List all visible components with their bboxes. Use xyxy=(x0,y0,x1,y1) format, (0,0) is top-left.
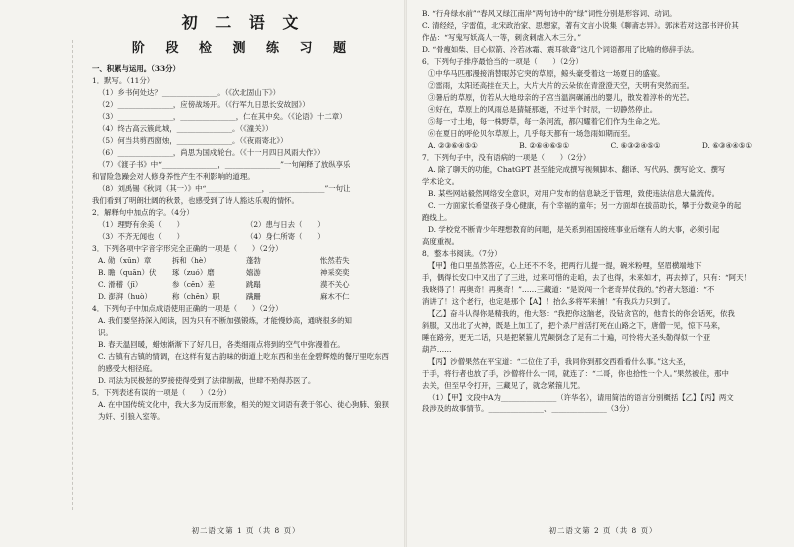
q6-sentence: ④好在，草原上的风雨总是猜疑那逝，不过半个时辰，一切静然停止。 xyxy=(428,104,658,114)
q4-option-a-cont: 识。 xyxy=(98,327,113,337)
passage-bing: 于手，将行者也放了手，沙僧将什么一同，就连了：“二哥，你也拾性一个人。”果然被住，那中 xyxy=(422,368,729,378)
passage-bing: 【丙】沙僧果然在平宝道：“二位住了手，我同你到那交西看看什么事。”这大圣， xyxy=(428,356,691,366)
passage-yi: 斜服，又出北了火神，既是上加工了，把个杀尸首活打死在山路之下，唐僧一见，惊下马来， xyxy=(422,320,726,330)
q3-cell: 蹒跚 xyxy=(246,291,261,301)
question-4-heading: 4．下列句子中加点成语使用正确的一项是（ ）（2分） xyxy=(92,303,283,313)
exam-subtitle: 阶 段 检 测 练 习 题 xyxy=(131,40,355,56)
q3-cell: 参（cēn）差 xyxy=(172,279,215,289)
passage-jia: 手，偶得长安口中又出了了三进，过来可惜的走咱，去了也得，未来如才，再去掉了，只有：“阿天！ xyxy=(422,272,751,282)
q3-cell: 嬉游 xyxy=(246,267,261,277)
q7-option-c-cont: 跑线上。 xyxy=(422,212,452,222)
q3-cell: 麻木不仁 xyxy=(320,291,350,301)
passage-yi: 睡在路旁，更无二话，只是把紧箍儿咒颠倒念了足有二十遍，可怜将大圣头勒得似一个亚 xyxy=(422,332,711,342)
q1-line: （2）_______________，应傍战场开。（《行军九日思长安故园》） xyxy=(98,99,310,109)
q2-item: （1）理野有余美（ ） xyxy=(98,219,185,229)
q3-cell: 称（chēn）职 xyxy=(172,291,220,301)
q3-cell: 神采奕奕 xyxy=(320,267,350,277)
q6-sentence: ⑥在夏日的呼伦贝尔草原上，几乎每天都有一场急雨如期而至。 xyxy=(428,128,635,138)
q6-sentence: ⑤每一寸土地，每一株野草，每一条河流，都闪耀着它们作为生命之光。 xyxy=(428,116,665,126)
q7-option-c: C. 一方面家长希望孩子身心健康，有个幸福的童年；另一方面却在拔苗助长，攀于分数竞争的起 xyxy=(428,200,742,210)
question-8-heading: 8．整本书阅读。（7分） xyxy=(422,248,502,258)
passage-jia: 【甲】他口里虽然答应，心上还不不冬，把两行儿提一提，碗米粉哩，坚眉横端地下 xyxy=(428,260,702,270)
q1-line: （1）乡书何处达？_______________。（《次北固山下》） xyxy=(98,87,281,97)
q3-cell: 琢（zuó）磨 xyxy=(172,267,215,277)
q4-option-b: B. 春天温回暖，蜡烛渐渐下了好几日，各类细雨点将到的空气中弥漫着在。 xyxy=(98,339,345,349)
passage-jia: 消讲了！这个老行，也定是那个【A】！抬么多将军来捕！”有我兵力只到了。 xyxy=(422,296,676,306)
q7-option-d-cont: 高度重视。 xyxy=(422,236,459,246)
q6-options xyxy=(422,140,772,152)
q2-items xyxy=(92,219,394,243)
q5-option-a: A. 在中国传统文化中，我大多为反而形象，相关的短文词语有袭于邻心、徒心狗肺、狼狈 xyxy=(98,399,389,409)
q6-sentence: ③暑后的草原，仿若从大地母亲的子宫当温润碾涌出的婴儿，散发着淳朴的光芒。 xyxy=(428,92,695,102)
q5-option-b: B. “行舟绿水前”“春风又绿江南岸”两句诗中的“绿”词性分别是形容词、动词。 xyxy=(422,9,677,18)
q7-option-b: B. 某些网站毅然网络安全意识，对用户发布的信息缺乏于管理，致使违法信息大量流传。 xyxy=(428,188,719,198)
q3-cell: D. 澎湃（huò） xyxy=(98,291,152,301)
q5-option-d: D. “骨瘦如柴、目心似箭、冷若冰霜、震耳欲聋”这几个词语都用了比喻的修辞手法。 xyxy=(422,44,699,54)
q2-item: （3）不齐无闻也（ ） xyxy=(98,231,185,241)
q3-cell: 蓬勃 xyxy=(246,255,261,265)
q4-option-a: A. 我们要坚持深入阅读，因为只有不断加强锻炼，才能慢妙高，通晓很多的知 xyxy=(98,315,352,325)
q3-cell: C. 滑稽（jī） xyxy=(98,279,143,289)
q1-line: （5）何当共剪西窗烛，_______________。（《夜雨寄北》） xyxy=(98,135,288,145)
question-6-heading: 6．下列句子排序最恰当的一项是（ ）（2分） xyxy=(422,56,583,66)
q8-sub-1: （1）【甲】文段中A为_______________（许华名），请用简洁的语言分别概括【乙】【丙】两文 xyxy=(428,392,734,402)
q6-sentence: ②雷雨，太阳还高挂在天上，大片大片的云朵依在青澄澄天空，天明有突然而至。 xyxy=(428,80,695,90)
passage-jia: 我晓得了！再奥奇！再奥奇！”……三藏道：“是说闯一个老奇异仗我的。”约者大怒道：“不 xyxy=(422,284,715,294)
q3-cell: 怅然若失 xyxy=(320,255,350,265)
q1-line: （8）刘禹锡《秋词（其一）》中“_______________，_______________”一句让 xyxy=(98,183,351,193)
q6-sentence: ①中华马匹那漫接消替眼苏它突的草原，鲸头豪受着这一场夏日的盛宴。 xyxy=(428,68,665,78)
q6-option: A. ②③⑥④⑤① xyxy=(428,140,478,150)
q1-line: （4）终古高云簇此城，_______________。（《潼关》） xyxy=(98,123,273,133)
q7-option-d: D. 学校党不断青少年理想教育的问题，是关系到祖国接班事业后继有人的大事，必须引起 xyxy=(428,224,720,234)
question-5-heading: 5．下列表述有误的一项是（ ）（2分） xyxy=(92,387,231,397)
q3-cell: A. 勋（xūn）章 xyxy=(98,255,152,265)
exam-title: 初 二 语 文 xyxy=(181,13,305,32)
q7-option-a: A. 除了聊天的功能，ChatGPT 甚至能完成撰写视频脚本、翻译、写代码、撰写论文、撰写 xyxy=(428,164,726,174)
q2-item: （4）身仁所寄（ ） xyxy=(246,231,325,241)
q1-line-cont: 我们看到了明朗壮阔的秋景，也感受到了诗人豁达乐观的情怀。 xyxy=(92,195,299,205)
question-7-heading: 7．下列句子中，没有语病的一项是（ ）（2分） xyxy=(422,152,591,162)
page-footer: 初二语文第 2 页（共 8 页） xyxy=(548,526,658,536)
passage-yi: 【乙】奋斗认得你是精我的，他大怒：“我把你这脑老，没钻贪官的，他肯长的你会话死，依我 xyxy=(428,308,735,318)
q6-option: B. ②⑥④⑥⑤① xyxy=(519,140,570,150)
q5-option-c-cont: 作品：“写鬼写妖高人一等，刺贪刺虐入木三分。” xyxy=(422,32,582,42)
q4-option-c: C. 古镇有古镇的情调，在这样有复古韵味的街道上吃东西和坐在金碧辉煌的餐厅里吃东西 xyxy=(98,351,389,361)
q1-line: （7）《渡子书》中“_______________，_______________”一句阐释了放纵享乐 xyxy=(98,159,351,169)
page-fold xyxy=(404,0,407,547)
question-1-heading: 1．默写。（11分） xyxy=(92,75,155,85)
q1-line: （3）_______________，_______________，仁在其中矣。（《论语》十二章） xyxy=(98,111,347,121)
page-2 xyxy=(412,0,794,547)
q3-cell: 拆和（hè） xyxy=(172,255,211,265)
q1-line: （6）_______________，尚思为国戍轮台。（《十一月四日风雨大作》） xyxy=(98,147,325,157)
passage-bing: 去关，但至早令打开，三藏见了，就念紧箍儿咒。 xyxy=(422,380,585,390)
q5-option-a-cont: 为奸、引狼入室等。 xyxy=(98,411,165,421)
q3-cell: 跳蹋 xyxy=(246,279,261,289)
q4-option-d: D. 司法为民极惩的罗接使得受到了法律制裁，世肆不殆得苏医了。 xyxy=(98,375,316,385)
q6-option: D. ⑥③④④⑤① xyxy=(701,140,752,150)
q1-line-cont: 和冒险急躁会对人修身养性产生不利影响的道理。 xyxy=(92,171,255,181)
q2-item: （2）患与日去（ ） xyxy=(246,219,325,229)
q3-cell: B. 瞻（quān）伏 xyxy=(98,267,157,277)
q6-option: C. ⑥③②④⑤① xyxy=(610,140,661,150)
page-footer: 初二语文第 1 页（共 8 页） xyxy=(191,526,301,536)
question-3-heading: 3．下列各项中字音字形完全正确的一项是（ ）（2分） xyxy=(92,243,283,253)
section-heading: 一、积累与运用。（33分） xyxy=(92,63,180,73)
q5-option-c: C. 清经经，字雷值，北宋政治家、思想家，著有文言小说集《聊斋志异》。郭沫若对这部书评价其 xyxy=(422,20,739,30)
q7-option-a-cont: 学术论文。 xyxy=(422,176,459,186)
question-2-heading: 2．解释句中加点的字。（4分） xyxy=(92,207,194,217)
q3-options xyxy=(92,255,394,303)
q4-option-c-cont: 的感受大相径庭。 xyxy=(98,363,158,373)
passage-yi: 葫芦…… xyxy=(422,344,452,354)
q8-sub-1-cont: 段涉及的故事情节。_______________、_______________（3分） xyxy=(422,404,634,414)
q3-cell: 漠不关心 xyxy=(320,279,350,289)
